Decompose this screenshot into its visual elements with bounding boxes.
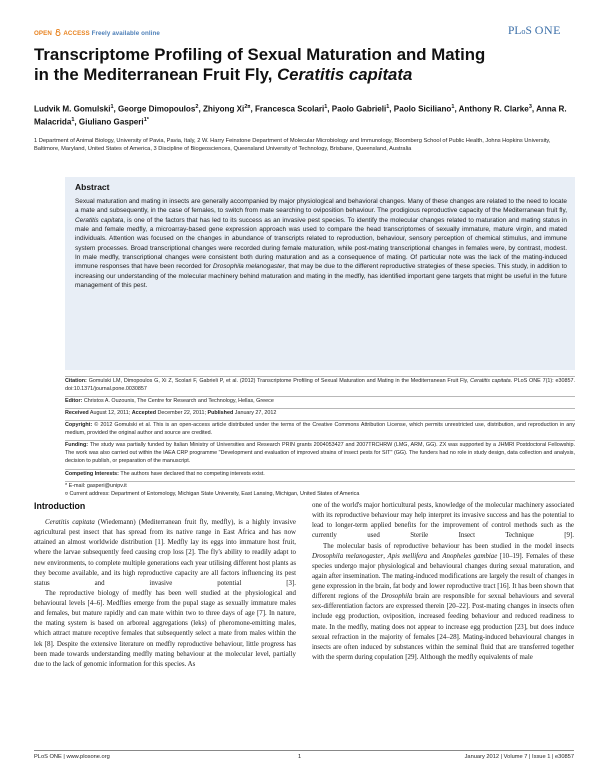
footer-journal: PLoS ONE | www.plosone.org	[34, 754, 110, 760]
open-access-banner	[34, 29, 160, 37]
divider	[65, 481, 575, 482]
author: Ludvik M. Gomulski	[34, 104, 111, 114]
divider	[65, 396, 575, 397]
funding: Funding: The study was partially funded by Italian Ministry of Universities and Research PRIN grants 2004053427 and 2007TRCHRW (LMG, ARM, GG). ZX was supported by a JHMRI Postdoctoral Fellowship. The work was also carried out within the IAEA CRP programme "Development and evaluation of improved strains of insect pests for SIT" (GG). The funders had no role in study design, data collection and analysis, decision to publish, or preparation of the manuscript.	[65, 442, 575, 464]
journal-logo: PLoS ONE	[508, 23, 561, 37]
author: Giuliano Gasperi	[78, 117, 144, 127]
author: Anthony R. Clarke	[458, 104, 529, 114]
author: George Dimopoulos	[118, 104, 196, 114]
paragraph: one of the world's major horticultural pests, knowledge of the molecular machinery associated with its reproductive behaviour may help interpret its invasive success and has the potential to lead to longer-term applied benefits for the improvement of control methods such as the currently used Sterile Insect Technique [9].	[312, 502, 574, 540]
article-title: Transcriptome Profiling of Sexual Maturation and Mating in the Mediterranean Fruit Fly, Ceratitis capitata	[34, 45, 486, 84]
author: Francesca Scolari	[254, 104, 325, 114]
competing-interests: Competing Interests: The authors have declared that no competing interests exist.	[65, 471, 265, 477]
divider	[65, 376, 575, 377]
divider	[65, 440, 575, 441]
access-label: ACCESS	[63, 30, 90, 37]
author: Paolo Gabrieli	[331, 104, 387, 114]
footer-issue: January 2012 | Volume 7 | Issue 1 | e30857	[464, 754, 574, 760]
open-access-label: OPEN	[34, 30, 52, 37]
abstract-text: Sexual maturation and mating in insects are generally accompanied by major physiological and behavioral changes. Many of these changes are related to the need to locate a mate and subsequently, in the case of females, to switch from mate searching to oviposition behaviour. The prodigious reproductive capacity of the Mediterranean fruit fly, Ceratitis capitata, is one of the factors that has led to its success as an invasive pest species. To identify the molecular changes related to maturation and mating status in male and female medfly, a microarray-based gene expression approach was used to compare the head transcriptomes of sexually immature, mature virgin, and mated individuals. Attention was focused on the changes in abundance of transcripts related to reproduction, behaviour, sensory perception of chemical stimulus, and immune system processes. Broad transcriptional changes were recorded during female maturation, while post-mating transcriptional changes in females were, by contrast, modest. In male medfly, transcriptional changes were consistent both during maturation and as a consequence of mating. Of particular note was the lack of the mating-induced immune responses that have been recorded for Drosophila melanogaster, that may be due to the different reproductive strategies of these species. This study, in addition to increasing our understanding of the molecular machinery behind maturation and mating in the medfly, has identified important gene targets that might be useful in the future management of this pest.	[75, 198, 567, 290]
copyright: Copyright: © 2012 Gomulski et al. This is an open-access article distributed under the terms of the Creative Commons Attribution License, which permits unrestricted use, distribution, and reproduction in any medium, provided the original author and source are credited.	[65, 422, 575, 436]
author: Paolo Siciliano	[393, 104, 452, 114]
author: Zhiyong Xi	[202, 104, 245, 114]
author-list: Ludvik M. Gomulski$^1$, George Dimopoulos$^2$, Zhiyong $Xi^{2¤}$, Francesca Scolari$^1$, Paolo Gabrieli$^1$, Paolo Siciliano$^1$, Anthony R. Clarke$^3$, Anna R. Malacrida$^1$, Giuliano Gasperi$^{1*}$	[34, 104, 567, 127]
introduction-heading: Introduction	[34, 501, 86, 511]
paragraph: The molecular basis of reproductive behaviour has been studied in the model insects Drosophila melanogaster, Apis mellifera and Anopheles gambiae [10–19]. Females of these species undergo major physiological and behavioural changes during sexual maturation, and again after insemination. The mating-induced modifications are largely the result of changes in gene expression in the brain, fat body and lower reproductive tract [16]. It has been shown that different regions of the Drosophila brain are responsible for sexual behaviours and several sex-differentiation factors are expressed therein [20–22]. Post-mating changes in insects often include egg production, oviposition, increased feeding behaviour and reduced readiness to mate. In the medfly, mating does not appear to increase egg production [23], but does induce sexual refraction in the majority of females [24–28]. Mating-induced behavioural changes in insects are often induced by substances within the seminal fluid that are transferred together with the sperm during copulation [29]. Although the medfly equivalents of male	[312, 542, 574, 661]
paragraph: The reproductive biology of medfly has been well studied at the physiological and behavioural levels [4–6]. Medflies emerge from the pupal stage as sexually immature males and females, but mature rapidly and can mate within two to three days of age [7]. In nature, the mating system is based on arboreal aggregations (leks) of pheromone-emitting males, which attract mature receptive females that subsequently select a mate from males within the lek [8]. Despite the extensive literature on medfly reproductive behaviour, little progress has been made towards understanding medfly mating behaviour at the molecular level, partially due to the lack of genomic information for this species. As	[34, 589, 296, 668]
open-lock-icon	[55, 29, 61, 36]
citation: Citation: Gomulski LM, Dimopoulos G, Xi Z, Scolari F, Gabrieli P, et al. (2012) Transcriptome Profiling of Sexual Maturation and Mating in the Mediterranean Fruit Fly, Ceratitis capitata. PLoS ONE 7(1): e30857. doi:10.1371/journal.pone.0030857	[65, 378, 575, 392]
column-right	[312, 501, 574, 663]
editor: Editor: Christos A. Ouzounis, The Centre for Research and Technology, Hellas, Greece	[65, 398, 274, 404]
dates: Received August 12, 2011; Accepted December 22, 2011; Published January 27, 2012	[65, 410, 277, 416]
freely-available-label: Freely available online	[91, 30, 160, 37]
footer-divider	[34, 750, 574, 751]
email: * E-mail: gasperi@unipv.it	[65, 483, 127, 489]
page-number: 1	[298, 754, 302, 760]
divider	[65, 420, 575, 421]
current-address: ¤ Current address: Department of Entomology, Michigan State University, East Lansing, Michigan, United States of America	[65, 491, 360, 497]
affiliations: 1 Department of Animal Biology, University of Pavia, Pavia, Italy, 2 W. Harry Feinstone Department of Molecular Microbiology and Immunology, Bloomberg School of Public Health, Johns Hopkins University, Baltimore, Maryland, United States of America, 3 Discipline of Biogeosciences, Queensland University of Technology, Brisbane, Queensland, Australia	[34, 138, 551, 153]
author: Anna R. Malacrida	[34, 104, 567, 127]
abstract-heading: Abstract	[75, 182, 110, 192]
divider	[65, 469, 575, 470]
column-left	[34, 518, 296, 670]
divider	[65, 408, 575, 409]
paragraph: Ceratitis capitata (Wiedemann) (Mediterranean fruit fly, medfly), is a highly invasive agricultural pest insect that has spread from its native range in East Africa and has now attained an almost worldwide distribution [1]. Medfly lay its eggs into immature host fruit, where the larvae subsequently feed causing crop loss [2]. The fly's ability to readily adapt to new environments, to complete multiple generations each year utilising different host plants as they become available, and its high reproductive capacity are all factors influencing its pest status and invasive potential [3].	[34, 519, 296, 587]
